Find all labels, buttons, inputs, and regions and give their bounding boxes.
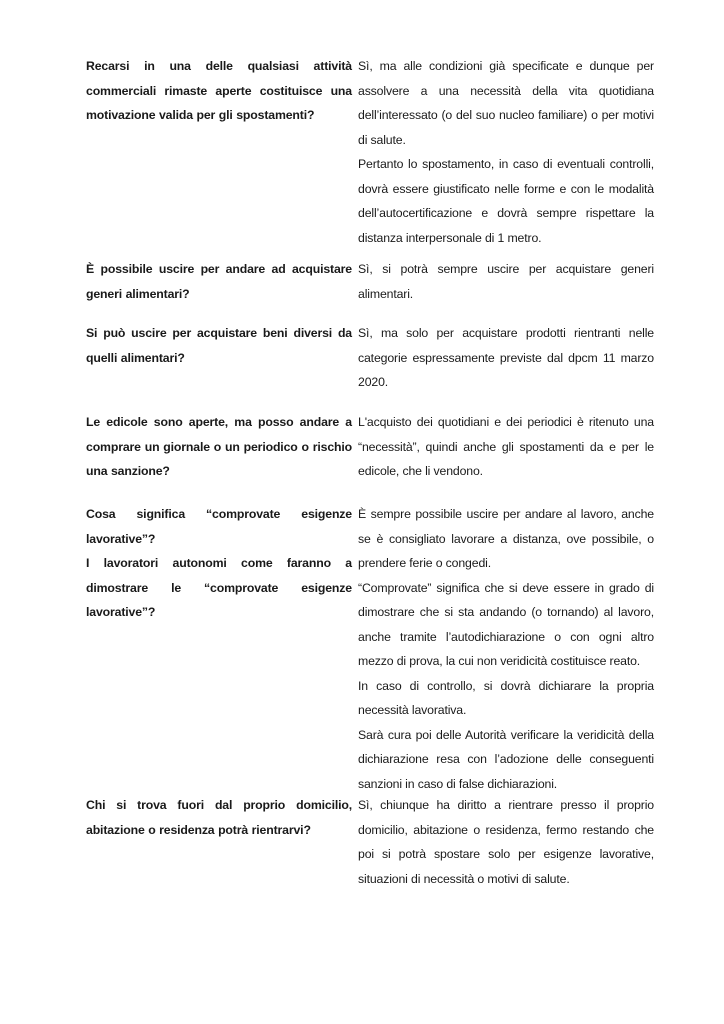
faq-item xyxy=(86,502,658,796)
answer-paragraph: Pertanto lo spostamento, in caso di eventuali controlli, dovrà essere giustificato nelle forme e con le modalità dell’autocertificazione e dovrà sempre rispettare la distanza interpersonale di 1 metro. xyxy=(358,157,654,245)
faq-answer xyxy=(358,502,654,796)
question-text: Recarsi in una delle qualsiasi attività commerciali rimaste aperte costituisce una motivazione valida per gli spostamenti? xyxy=(86,59,352,122)
faq-item xyxy=(86,410,658,484)
question-text: Le edicole sono aperte, ma posso andare a comprare un giornale o un periodico o rischio una sanzione? xyxy=(86,415,352,478)
question-text: Cosa significa “comprovate esigenze lavorative”? xyxy=(86,507,352,546)
faq-question xyxy=(86,257,352,306)
answer-paragraph: Sì, chiunque ha diritto a rientrare presso il proprio domicilio, abitazione o residenza, fermo restando che poi si potrà spostare solo per esigenze lavorative, situazioni di necessità o motivi di salute. xyxy=(358,798,654,886)
question-text: È possibile uscire per andare ad acquistare generi alimentari? xyxy=(86,262,352,301)
question-text: Chi si trova fuori dal proprio domicilio, abitazione o residenza potrà rientrarvi? xyxy=(86,798,352,837)
answer-paragraph: Sì, si potrà sempre uscire per acquistare generi alimentari. xyxy=(358,262,654,301)
faq-question xyxy=(86,410,352,484)
answer-paragraph: È sempre possibile uscire per andare al lavoro, anche se è consigliato lavorare a distanza, ove possibile, o prendere ferie o congedi. xyxy=(358,507,654,570)
faq-item xyxy=(86,257,658,306)
answer-paragraph: Sì, ma solo per acquistare prodotti rientranti nelle categorie espressamente previste dal dpcm 11 marzo 2020. xyxy=(358,326,654,389)
faq-item xyxy=(86,54,658,250)
faq-question xyxy=(86,54,352,250)
faq-question xyxy=(86,321,352,395)
faq-item xyxy=(86,321,658,395)
question-text: I lavoratori autonomi come faranno a dimostrare le “comprovate esigenze lavorative”? xyxy=(86,556,352,619)
faq-answer xyxy=(358,54,654,250)
answer-paragraph: “Comprovate” significa che si deve essere in grado di dimostrare che si sta andando (o tornando) al lavoro, anche tramite l’autodichiarazione o con ogni altro mezzo di prova, la cui non veridicità costituisce reato. xyxy=(358,580,654,668)
faq-item xyxy=(86,793,658,891)
faq-answer xyxy=(358,793,654,891)
answer-paragraph: Sarà cura poi delle Autorità verificare la veridicità della dichiarazione resa con l’adozione delle conseguenti sanzioni in caso di false dichiarazioni. xyxy=(358,727,654,791)
answer-paragraph: In caso di controllo, si dovrà dichiarare la propria necessità lavorativa. xyxy=(358,678,654,717)
faq-question xyxy=(86,793,352,891)
faq-answer xyxy=(358,321,654,395)
faq-answer xyxy=(358,410,654,484)
faq-answer xyxy=(358,257,654,306)
question-text: Si può uscire per acquistare beni diversi da quelli alimentari? xyxy=(86,326,352,365)
answer-paragraph: L'acquisto dei quotidiani e dei periodici è ritenuto una “necessità”, quindi anche gli spostamenti da e per le edicole, che li vendono. xyxy=(358,415,654,478)
faq-question xyxy=(86,502,352,796)
answer-paragraph: Sì, ma alle condizioni già specificate e dunque per assolvere a una necessità della vita quotidiana dell’interessato (o del suo nucleo familiare) o per motivi di salute. xyxy=(358,59,654,147)
